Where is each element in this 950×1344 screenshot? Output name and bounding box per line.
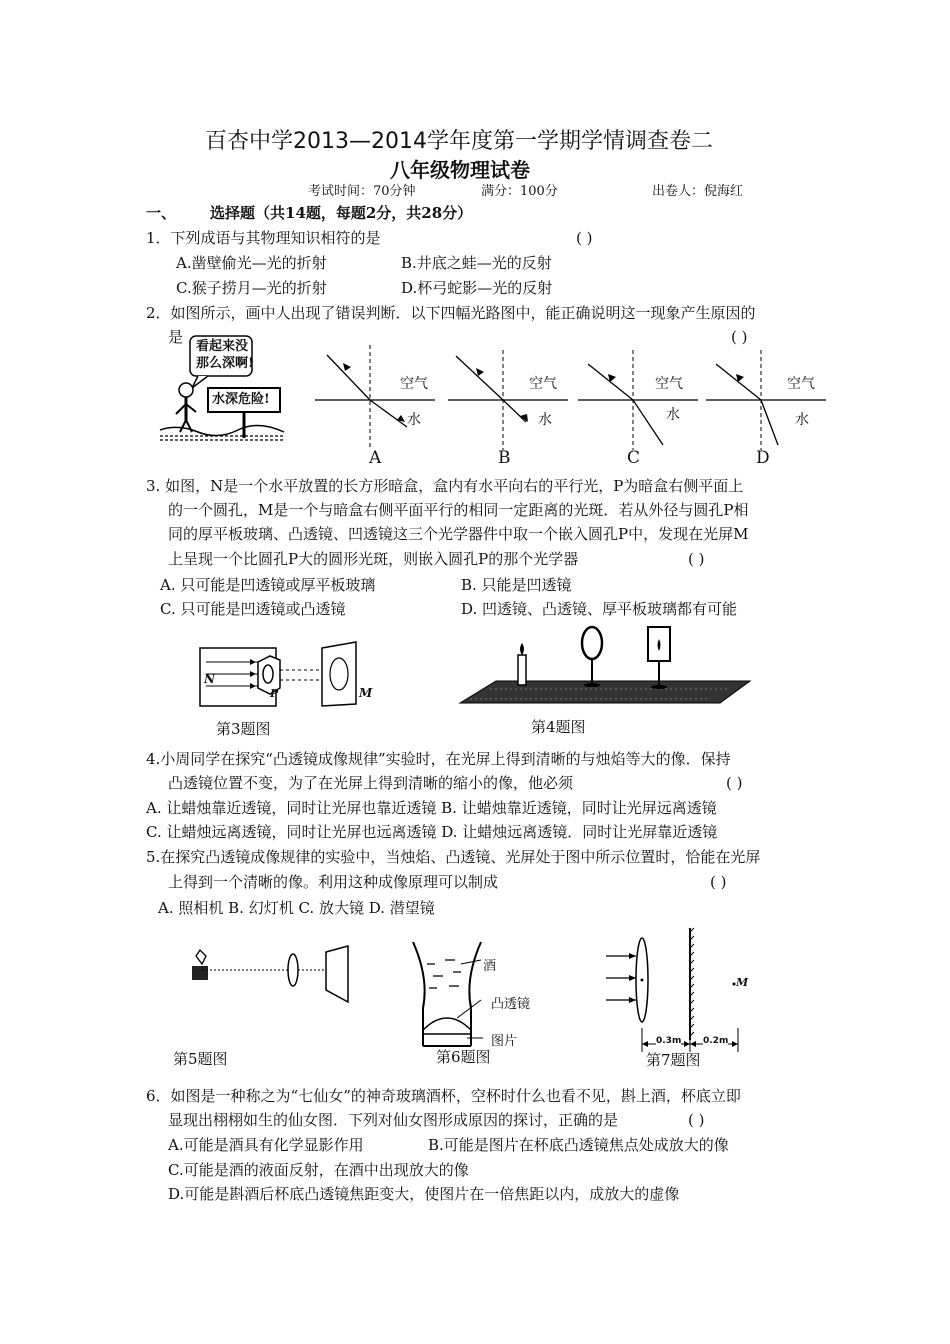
fig6-label-picture: 图片	[491, 1034, 518, 1049]
diagram-a-air-label: 空气	[400, 376, 428, 392]
q3-stem-line2: 的一个圆孔，M是一个与暗盒右侧平面平行的相同一定距离的光斑．若从外径与圆孔P相	[168, 501, 749, 519]
q1-option-b: B.井底之蛙—光的反射	[401, 254, 552, 272]
q5-stem-line1: 5.在探究凸透镜成像规律的实验中，当烛焰、凸透镜、光屏处于图中所示位置时，恰能在光屏	[146, 848, 761, 866]
fig7-caption: 第7题图	[646, 1051, 701, 1069]
q4-answer-bracket: ( )	[726, 774, 743, 792]
q4-options-ab: A. 让蜡烛靠近透镜，同时让光屏也靠近透镜 B. 让蜡烛靠近透镜，同时让光屏远离透镜	[146, 799, 717, 817]
ray-diagram-b	[448, 350, 568, 450]
diagram-b-air-label: 空气	[529, 376, 557, 392]
q4-options-cd: C. 让蜡烛远离透镜，同时让光屏也远离透镜 D. 让蜡烛远离透镜．同时让光屏靠近透镜	[146, 823, 718, 841]
q1-option-a: A.凿壁偷光—光的折射	[176, 254, 327, 272]
q2-stem-line1: 2．如图所示，画中人出现了错误判断．以下四幅光路图中，能正确说明这一现象产生原因的	[146, 304, 756, 322]
fig3-label-m: M	[359, 686, 373, 700]
figure-5-lens-setup	[180, 942, 355, 1004]
exam-title: 百杏中学2013—2014学年度第一学期学情调查卷二	[205, 129, 713, 154]
ray-diagram-a	[315, 345, 435, 450]
q5-answer-bracket: ( )	[710, 873, 727, 891]
q2-answer-bracket: ( )	[731, 328, 748, 346]
section-label: 选择题（共14题，每题2分，共28分）	[210, 204, 473, 222]
q4-stem-line1: 4.小周同学在探究“凸透镜成像规律”实验时，在光屏上得到清晰的与烛焰等大的像．保持	[146, 750, 731, 768]
figure-6-wine-cup	[405, 938, 495, 1048]
q1-stem: 1．下列成语与其物理知识相符的是	[146, 229, 381, 247]
fig3-caption: 第3题图	[216, 720, 271, 738]
q6-answer-bracket: ( )	[688, 1111, 705, 1129]
q5-options: A. 照相机 B. 幻灯机 C. 放大镜 D. 潜望镜	[158, 899, 435, 917]
fig6-label-lens: 凸透镜	[491, 997, 531, 1012]
q6-option-b: B.可能是图片在杯底凸透镜焦点处成放大的像	[428, 1136, 729, 1154]
exam-time: 考试时间：70分钟	[308, 184, 416, 199]
fig5-caption: 第5题图	[173, 1050, 228, 1068]
q3-stem-line1: 3. 如图，N是一个水平放置的长方形暗盒，盒内有水平向右的平行光，P为暗盒右侧平面上	[146, 477, 744, 495]
diagram-d-air-label: 空气	[787, 376, 815, 392]
fig6-label-wine: 酒	[483, 959, 497, 974]
bubble-text-1: 看起来没	[196, 339, 249, 354]
q3-answer-bracket: ( )	[688, 550, 705, 568]
q3-option-c: C. 只可能是凹透镜或凸透镜	[160, 600, 346, 618]
ray-diagram-d	[706, 350, 826, 450]
q6-option-a: A.可能是酒具有化学显影作用	[168, 1136, 364, 1154]
figure-7-lens-mirror	[598, 928, 748, 1053]
fig7-label-m: M	[736, 976, 749, 989]
q6-stem-line2: 显现出栩栩如生的仙女图．下列对仙女图形成原因的探讨，正确的是	[168, 1111, 619, 1129]
diagram-c-label: C	[627, 448, 641, 468]
figure-3-darkbox	[198, 640, 368, 712]
exam-author: 出卷人：倪海红	[652, 184, 744, 199]
q2-stem-line2: 是	[168, 328, 184, 346]
q6-option-c: C.可能是酒的液面反射，在酒中出现放大的像	[168, 1161, 469, 1179]
fig6-caption: 第6题图	[436, 1048, 491, 1066]
bubble-text-2: 那么深啊!	[196, 356, 254, 371]
q4-stem-line2: 凸透镜位置不变，为了在光屏上得到清晰的缩小的像，他必须	[168, 774, 574, 792]
fig7-distance-2: 0.2m	[703, 1036, 729, 1046]
q1-option-d: D.杯弓蛇影—光的反射	[401, 279, 553, 297]
diagram-d-water-label: 水	[795, 412, 809, 428]
diagram-b-water-label: 水	[538, 412, 552, 428]
exam-score: 满分：100分	[481, 184, 558, 199]
diagram-c-water-label: 水	[666, 407, 680, 423]
exam-subtitle: 八年级物理试卷	[390, 158, 530, 182]
q1-answer-bracket: ( )	[576, 229, 593, 247]
q1-option-c: C.猴子捞月—光的折射	[176, 279, 327, 297]
fig3-label-n: N	[204, 672, 215, 686]
ray-diagram-c	[578, 350, 698, 450]
q3-option-d: D. 凹透镜、凸透镜、厚平板玻璃都有可能	[461, 600, 738, 618]
diagram-d-label: D	[756, 448, 770, 468]
q3-stem-line4: 上呈现一个比圆孔P大的圆形光斑，则嵌入圆孔P的那个光学器	[168, 550, 579, 568]
figure-4-optical-bench	[460, 625, 750, 705]
fig7-distance-1: 0.3m	[656, 1036, 682, 1046]
fig4-caption: 第4题图	[531, 718, 586, 736]
warning-sign-text: 水深危险!	[212, 392, 270, 407]
q3-option-a: A. 只可能是凹透镜或厚平板玻璃	[160, 576, 376, 594]
q6-stem-line1: 6．如图是一种称之为“七仙女”的神奇玻璃酒杯，空杯时什么也看不见，斟上酒，杯底立即	[146, 1087, 741, 1105]
fig3-label-p: P	[270, 687, 279, 700]
section-number: 一、	[146, 204, 177, 222]
q3-option-b: B. 只能是凹透镜	[461, 576, 572, 594]
diagram-b-label: B	[498, 448, 511, 468]
q5-stem-line2: 上得到一个清晰的像。利用这种成像原理可以制成	[168, 873, 499, 891]
diagram-a-water-label: 水	[407, 412, 421, 428]
q3-stem-line3: 同的厚平板玻璃、凸透镜、凹透镜这三个光学器件中取一个嵌入圆孔P中，发现在光屏M	[168, 525, 749, 543]
diagram-a-label: A	[369, 448, 382, 468]
diagram-c-air-label: 空气	[655, 376, 683, 392]
q6-option-d: D.可能是斟酒后杯底凸透镜焦距变大，使图片在一倍焦距以内，成放大的虚像	[168, 1185, 680, 1203]
